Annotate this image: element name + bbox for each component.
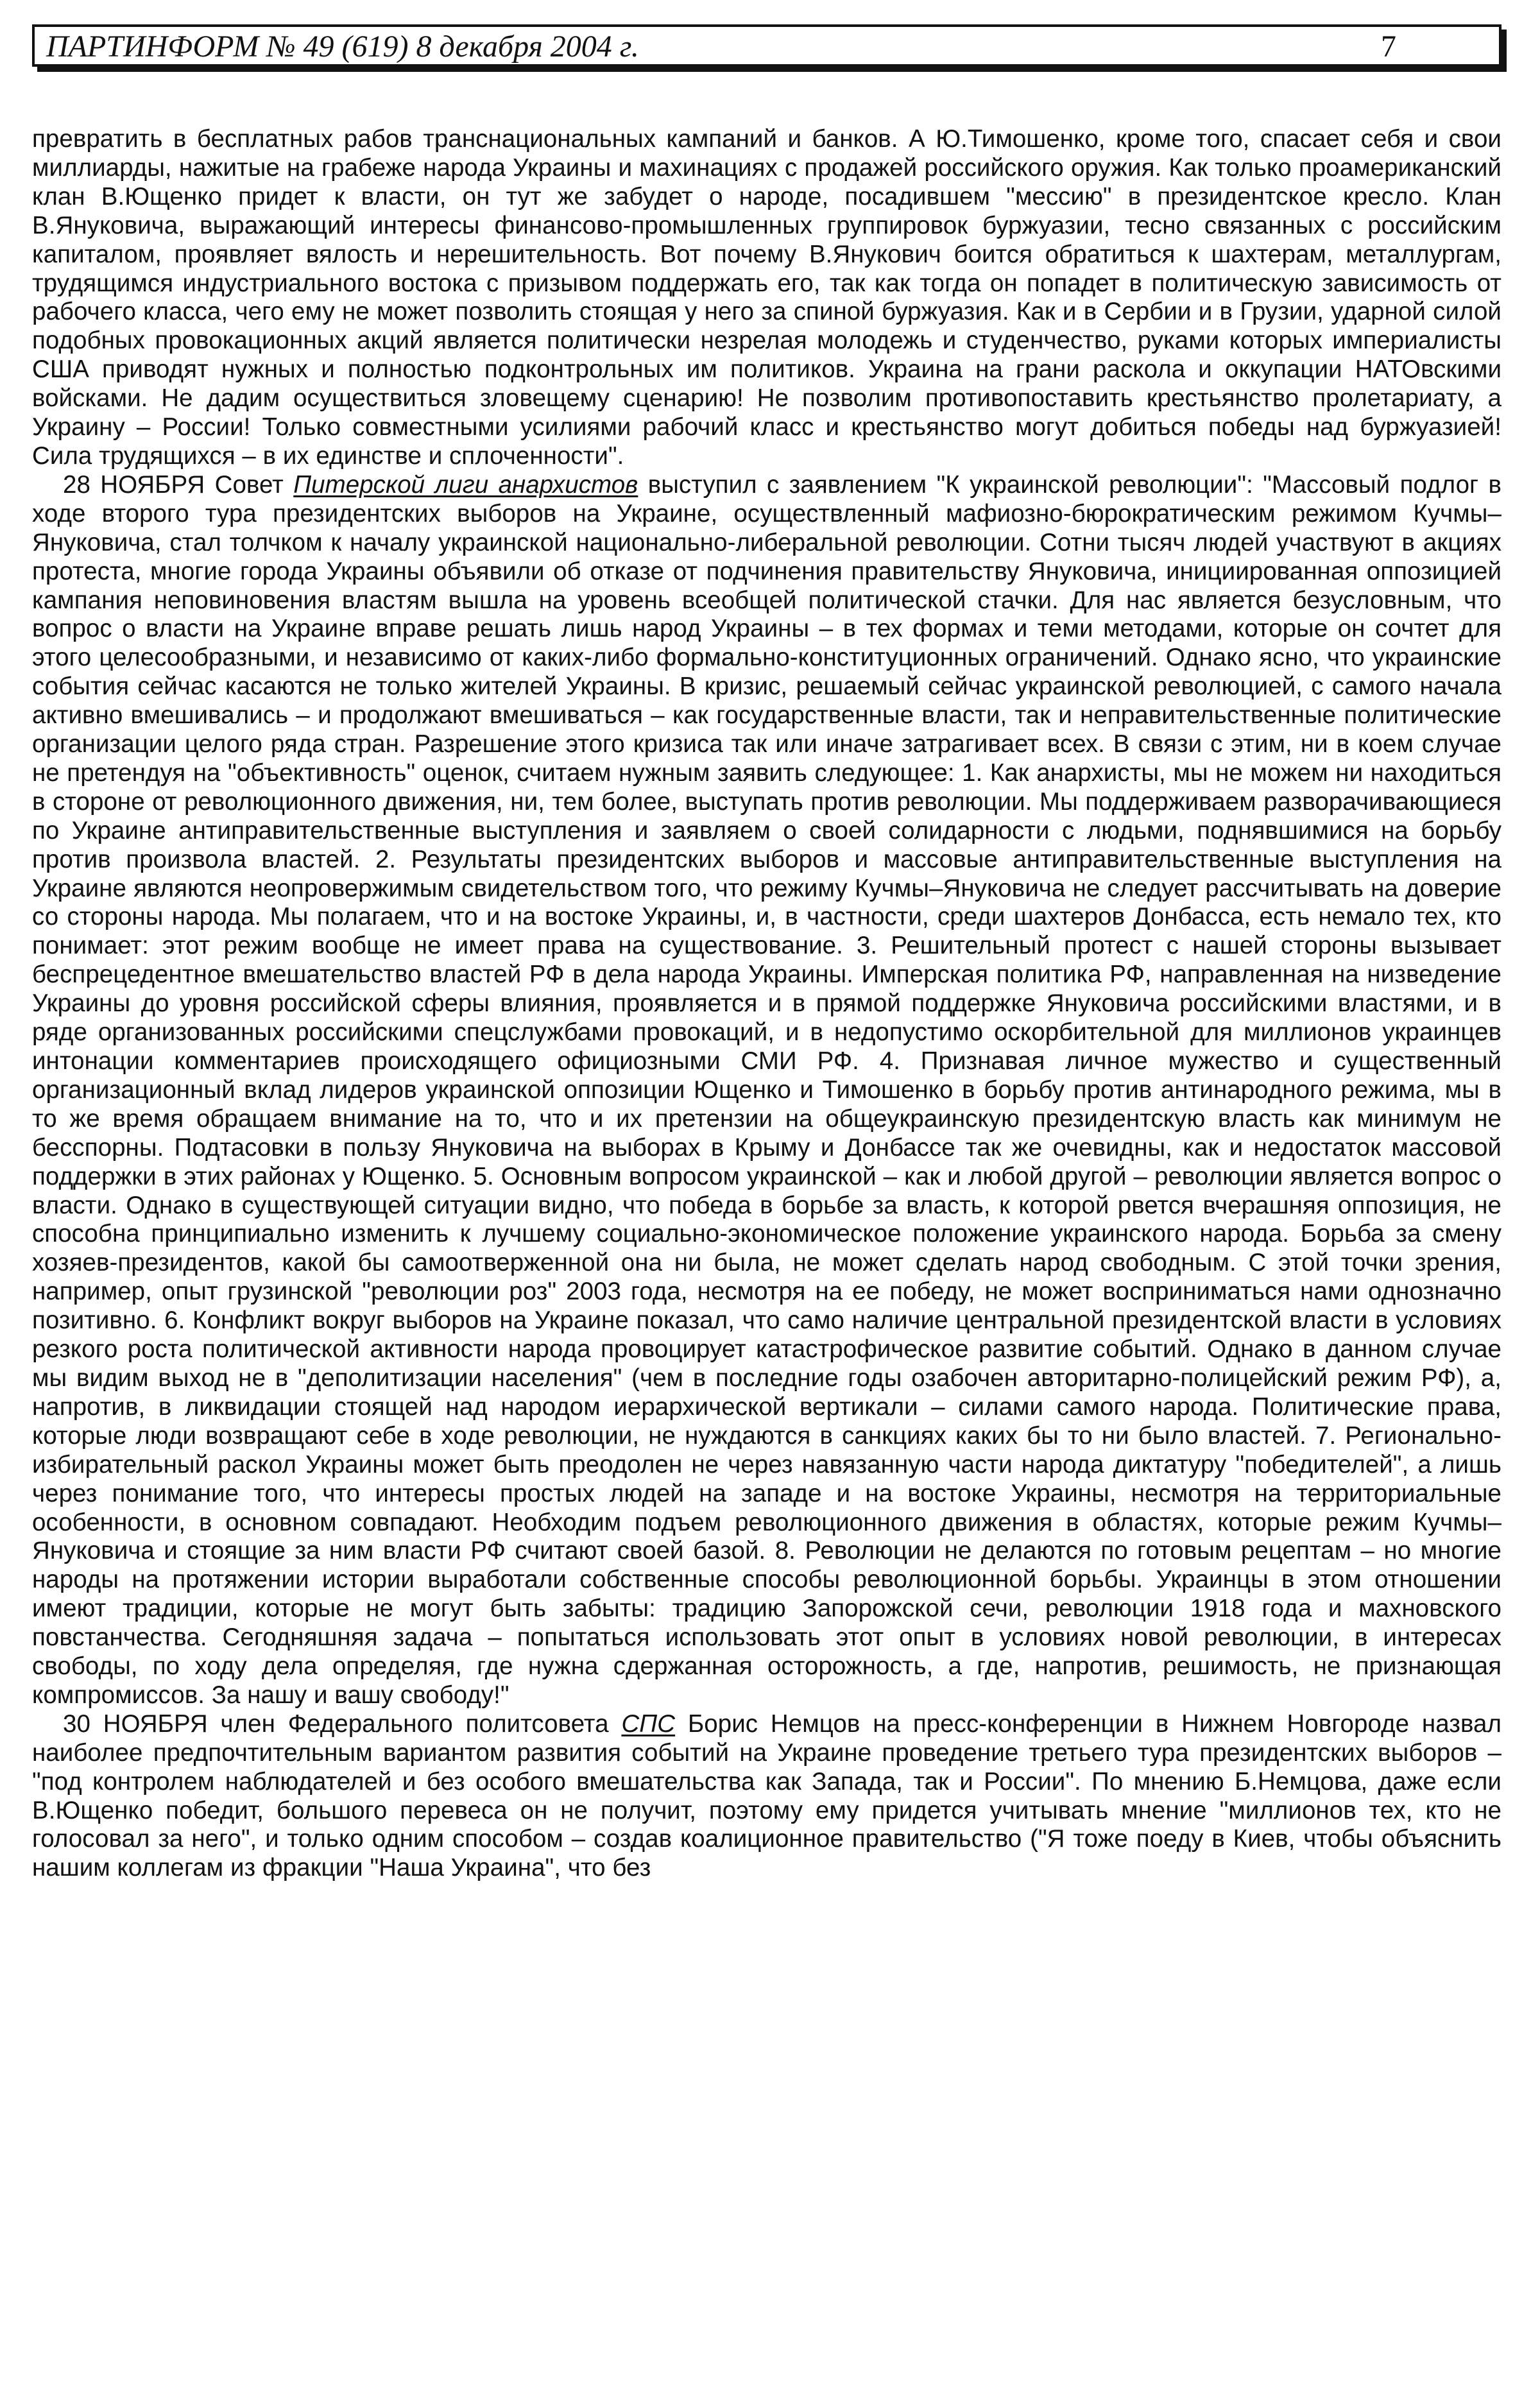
article-paragraph-continuation bbox=[32, 125, 1502, 471]
organization-name-link[interactable]: Питерской лиги анархистов bbox=[293, 470, 638, 499]
article-paragraph-nemtsov bbox=[32, 1710, 1502, 1883]
article-body bbox=[32, 125, 1502, 1883]
paragraph-text: выступил с заявлением "К украинской революции": "Массовый подлог в ходе второго тура президентских выборов на Украине, осуществленный мафиозно-бюрократическим режимом Кучмы–Януковича, стал толчком к началу украинской национально-либеральной революции. Сотни тысяч людей участвуют в акциях протеста, многие города Украины объявили об отказе от подчинения правительству Януковича, инициированная оппозицией кампания неповиновения властям вышла на уровень всеобщей политической стачки. Для нас является безусловным, что вопрос о власти на Украине вправе решать лишь народ Украины – в тех формах и теми методами, которые он сочтет для этого целесообразными, и независимо от каких-либо формально-конституционных ограничений. Однако ясно, что украинские события сейчас касаются не только жителей Украины. В кризис, решаемый сейчас украинской революцией, с самого начала активно вмешивались – и продолжают вмешиваться – как государственные власти, так и неправительственные политические организации целого ряда стран. Разрешение этого кризиса так или иначе затрагивает всех. В связи с этим, ни в коем случае не претендуя на "объективность" оценок, считаем нужным заявить следующее: 1. Как анархисты, мы не можем ни находиться в стороне от революционного движения, ни, тем более, выступать против революции. Мы поддерживаем разворачивающиеся по Украине антиправительственные выступления и заявляем о своей солидарности с людьми, поднявшимися на борьбу против произвола властей. 2. Результаты президентских выборов и массовые антиправительственные выступления на Украине являются неопровержимым свидетельством того, что режиму Кучмы–Януковича не следует рассчитывать на доверие со стороны народа. Мы полагаем, что и на востоке Украины, и, в частности, среди шахтеров Донбасса, есть немало тех, кто понимает: этот режим вообще не имеет права на существование. 3. Решительный протест с нашей стороны вызывает беспрецедентное вмешательство властей РФ в дела народа Украины. Имперская политика РФ, направленная на низведение Украины до уровня российской сферы влияния, проявляется и в прямой поддержке Януковича российскими властями, и в ряде организованных российскими спецслужбами провокаций, и в недопустимо оскорбительной для миллионов украинцев интонации комментариев происходящего официозными СМИ РФ. 4. Признавая личное мужество и существенный организационный вклад лидеров украинской оппозиции Ющенко и Тимошенко в борьбу против антинародного режима, мы в то же время обращаем внимание на то, что и их претензии на общеукраинскую президентскую власть как минимум не бесспорны. Подтасовки в пользу Януковича на выборах в Крыму и Донбассе так же очевидны, как и недостаток массовой поддержки в этих районах у Ющенко. 5. Основным вопросом украинской – как и любой другой – революции является вопрос о власти. Однако в существующей ситуации видно, что победа в борьбе за власть, к которой рвется вчерашняя оппозиция, не способна принципиально изменить к лучшему социально-экономическое положение украинского народа. Борьба за смену хозяев-президентов, какой бы самоотверженной она ни была, не может сделать народ свободным. С этой точки зрения, например, опыт грузинской "революции роз" 2003 года, несмотря на ее победу, не может восприниматься нами однозначно позитивно. 6. Конфликт вокруг выборов на Украине показал, что само наличие центральной президентской власти в условиях резкого роста политической активности народа провоцирует катастрофическое развитие событий. Однако в данном случае мы видим выход не в "деполитизации населения" (чем в последние годы озабочен авторитарно-полицейский режим РФ), а, напротив, в ликвидации стоящей над народом иерархической вертикали – силами самого народа. Политические права, которые люди возвращают себе в ходе революции, не нуждаются в санкциях каких бы то ни было властей. 7. Регионально-избирательный раскол Украины может быть преодолен не через навязанную части народа диктатуру "победителей", а лишь через понимание того, что интересы простых людей на западе и на востоке Украины, несмотря на территориальные особенности, в основном совпадают. Необходим подъем революционного движения в областях, которые режим Кучмы–Януковича и стоящие за ним власти РФ считают своей базой. 8. Революции не делаются по готовым рецептам – но многие народы на протяжении истории выработали собственные способы революционной борьбы. Украинцы в этом отношении имеют традиции, которые не могут быть забыты: традицию Запорожской сечи, революции 1918 года и махновского повстанчества. Сегодняшняя задача – попытаться использовать этот опыт в условиях новой революции, в интересах свободы, по ходу дела определяя, где нужна сдержанная осторожность, а где, напротив, решимость, не признающая компромиссов. За нашу и вашу свободу!" bbox=[32, 470, 1502, 1709]
paragraph-lead: 30 НОЯБРЯ член Федерального политсовета bbox=[63, 1709, 622, 1738]
article-paragraph-anarchists-statement bbox=[32, 471, 1502, 1710]
paragraph-lead: 28 НОЯБРЯ Совет bbox=[63, 470, 294, 499]
publication-title: ПАРТИНФОРМ № 49 (619) 8 декабря 2004 г. bbox=[46, 30, 639, 64]
page-header bbox=[32, 24, 1502, 67]
organization-name-link[interactable]: СПС bbox=[621, 1709, 676, 1738]
paragraph-text: Борис Немцов на пресс-конференции в Нижнем Новгороде назвал наиболее предпочтительным вариантом развития событий на Украине проведение третьего тура президентских выборов – "под контролем наблюдателей и без особого вмешательства как Запада, так и России". По мнению Б.Немцова, даже если В.Ющенко победит, большого перевеса он не получит, поэтому ему придется учитывать мнение "миллионов тех, кто не голосовал за него", и только одним способом – создав коалиционное правительство ("Я тоже поеду в Киев, чтобы объяснить нашим коллегам из фракции "Наша Украина", что без bbox=[32, 1709, 1502, 1882]
page-number: 7 bbox=[1381, 30, 1396, 64]
paragraph-text: превратить в бесплатных рабов транснациональных кампаний и банков. А Ю.Тимошенко, кроме того, спасает себя и свои миллиарды, нажитые на грабеже народа Украины и махинациях с продажей российского оружия. Как только проамериканский клан В.Ющенко придет к власти, он тут же забудет о народе, посадившем "мессию" в президентское кресло. Клан В.Януковича, выражающий интересы финансово-промышленных группировок буржуазии, тесно связанных с российским капиталом, проявляет вялость и нерешительность. Вот почему В.Янукович боится обратиться к шахтерам, металлургам, трудящимся индустриального востока с призывом поддержать его, так как тогда он попадет в политическую зависимость от рабочего класса, чего ему не может позволить стоящая у него за спиной буржуазия. Как и в Сербии и в Грузии, ударной силой подобных провокационных акций является политически незрелая молодежь и студенчество, руками которых империалисты США приводят нужных и полностью подконтрольных им политиков. Украина на грани раскола и оккупации НАТОвскими войсками. Не дадим осуществиться зловещему сценарию! Не позволим противопоставить крестьянство пролетариату, а Украину – России! Только совместными усилиями рабочий класс и крестьянство могут добиться победы над буржуазией! Сила трудящихся – в их единстве и сплоченности". bbox=[32, 125, 1502, 470]
